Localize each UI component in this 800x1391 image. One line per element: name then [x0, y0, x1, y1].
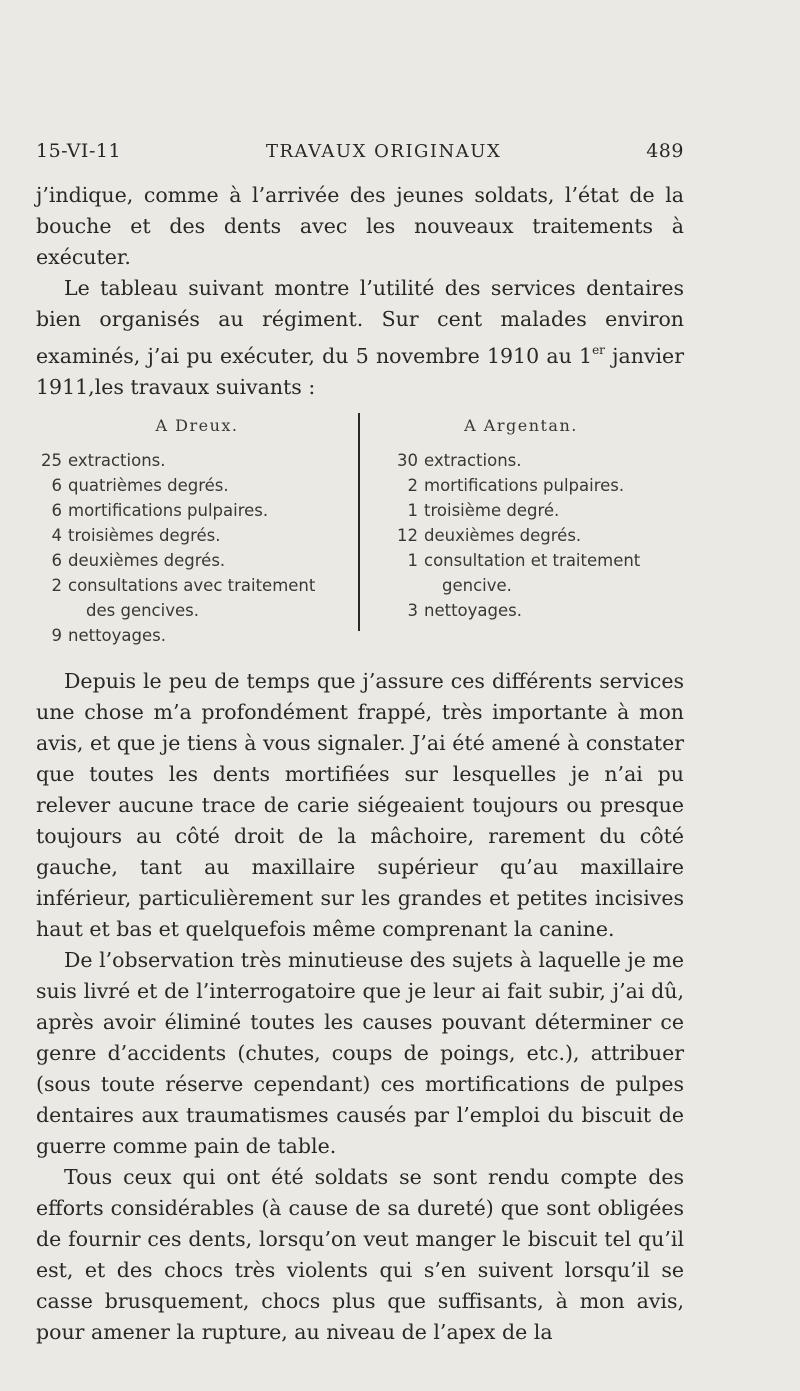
dreux-item: [36, 473, 358, 498]
argentan-list: [358, 448, 684, 623]
argentan-item: [358, 448, 684, 473]
argentan-item: [358, 523, 684, 548]
table-column-argentan: [358, 413, 684, 648]
dreux-item-count: 2: [51, 576, 62, 595]
dreux-item-label: nettoyages.: [68, 626, 166, 645]
paragraph-observation: Depuis le peu de temps que j’assure ces différents services une chose m’a profondément frappé, très importante à mon avis, et que je tiens à vous signaler. J’ai été amené à constater que toutes les dents mortifiées sur lesquelles je n’ai pu relever aucune trace de carie siégeaient toujours ou presque toujours au côté droit de la mâchoire, rarement du côté gauche, tant au maxillaire supérieur qu’au maxillaire inférieur, particulièrement sur les grandes et petites incisives haut et bas et quelquefois même comprenant la canine.: [36, 669, 684, 941]
argentan-item-count: 12: [397, 526, 418, 545]
argentan-item-label: extractions.: [424, 451, 522, 470]
argentan-item: [358, 473, 684, 498]
header-section-title: TRAVAUX ORIGINAUX: [265, 141, 502, 162]
column-divider: [358, 413, 360, 631]
argentan-item-label: consultation et traitement: [424, 551, 641, 570]
dreux-item-label: troisièmes degrés.: [68, 526, 221, 545]
paragraph-table-intro: [36, 273, 684, 403]
treatment-table: [36, 413, 684, 648]
argentan-item: [358, 498, 684, 523]
paragraph-soldiers: Tous ceux qui ont été soldats se sont rendu compte des efforts considérables (à cause de sa dureté) que sont obligées de fournir ces dents, lorsqu’on veut manger le biscuit tel qu’il est, et des chocs très violents qui s’en suivent lorsqu’il se casse brusquement, chocs plus que suffisants, à mon avis, pour amener la rupture, au niveau de l’apex de la: [36, 1165, 684, 1344]
dreux-list: [36, 448, 358, 648]
paragraph-cause: De l’observation très minutieuse des sujets à laquelle je me suis livré et de l’interrogatoire que je leur ai fait subir, j’ai dû, après avoir éliminé toutes les causes pouvant déterminer ce genre d’accidents (chutes, coups de poings, etc.), attribuer (sous toute réserve cependant) ces mortifications de pulpes dentaires aux traumatismes causés par l’emploi du biscuit de guerre comme pain de table.: [36, 948, 684, 1158]
paragraph-table-intro-text: Le tableau suivant montre l’utilité des services dentaires bien organisés au régiment. Sur cent malades environ examinés, j’ai pu exécuter, du 5 novembre 1910 au 1: [36, 276, 684, 368]
dreux-item-count: 6: [51, 501, 62, 520]
dreux-item-label: deuxièmes degrés.: [68, 551, 226, 570]
argentan-item-label: troisième degré.: [424, 501, 560, 520]
dreux-item-label: extractions.: [68, 451, 166, 470]
dreux-item: [36, 598, 358, 623]
dreux-item: [36, 448, 358, 473]
dreux-item: [36, 498, 358, 523]
dreux-item-label: quatrièmes degrés.: [68, 476, 229, 495]
dreux-item-count: 6: [51, 476, 62, 495]
dreux-item-label: consultations avec traitement: [68, 576, 316, 595]
argentan-item: [358, 573, 684, 598]
paragraph-table-intro-tail: janvier 1911,les travaux suivants :: [36, 344, 684, 399]
table-column-dreux: [36, 413, 358, 648]
dreux-item-count: 25: [41, 451, 62, 470]
column-title-dreux: A Dreux.: [155, 416, 239, 435]
argentan-item-label: deuxièmes degrés.: [424, 526, 582, 545]
book-page: [36, 140, 684, 1348]
dreux-item-label: mortifications pulpaires.: [68, 501, 269, 520]
ordinal-superscript: er: [592, 343, 605, 357]
argentan-item-label: gencive.: [442, 576, 512, 595]
argentan-item-count: 2: [407, 476, 418, 495]
running-header: [36, 140, 684, 180]
dreux-item-count: 6: [51, 551, 62, 570]
dreux-item-count: 9: [51, 626, 62, 645]
dreux-item: [36, 623, 358, 648]
dreux-item-label: des gencives.: [86, 601, 199, 620]
dreux-item: [36, 523, 358, 548]
argentan-item: [358, 598, 684, 623]
argentan-item-count: 30: [397, 451, 418, 470]
page-number: 489: [646, 140, 684, 162]
argentan-item-label: mortifications pulpaires.: [424, 476, 625, 495]
paragraph-intro-continuation: j’indique, comme à l’arrivée des jeunes soldats, l’état de la bouche et des dents avec les nouveaux traitements à exécuter.: [36, 183, 684, 269]
argentan-item: [358, 548, 684, 573]
column-title-argentan: A Argentan.: [464, 416, 578, 435]
argentan-item-count: 1: [407, 501, 418, 520]
argentan-item-count: 1: [407, 551, 418, 570]
dreux-item-count: 4: [51, 526, 62, 545]
dreux-item: [36, 573, 358, 598]
dreux-item: [36, 548, 358, 573]
header-date: 15-VI-11: [36, 140, 122, 162]
argentan-item-label: nettoyages.: [424, 601, 522, 620]
argentan-item-count: 3: [407, 601, 418, 620]
